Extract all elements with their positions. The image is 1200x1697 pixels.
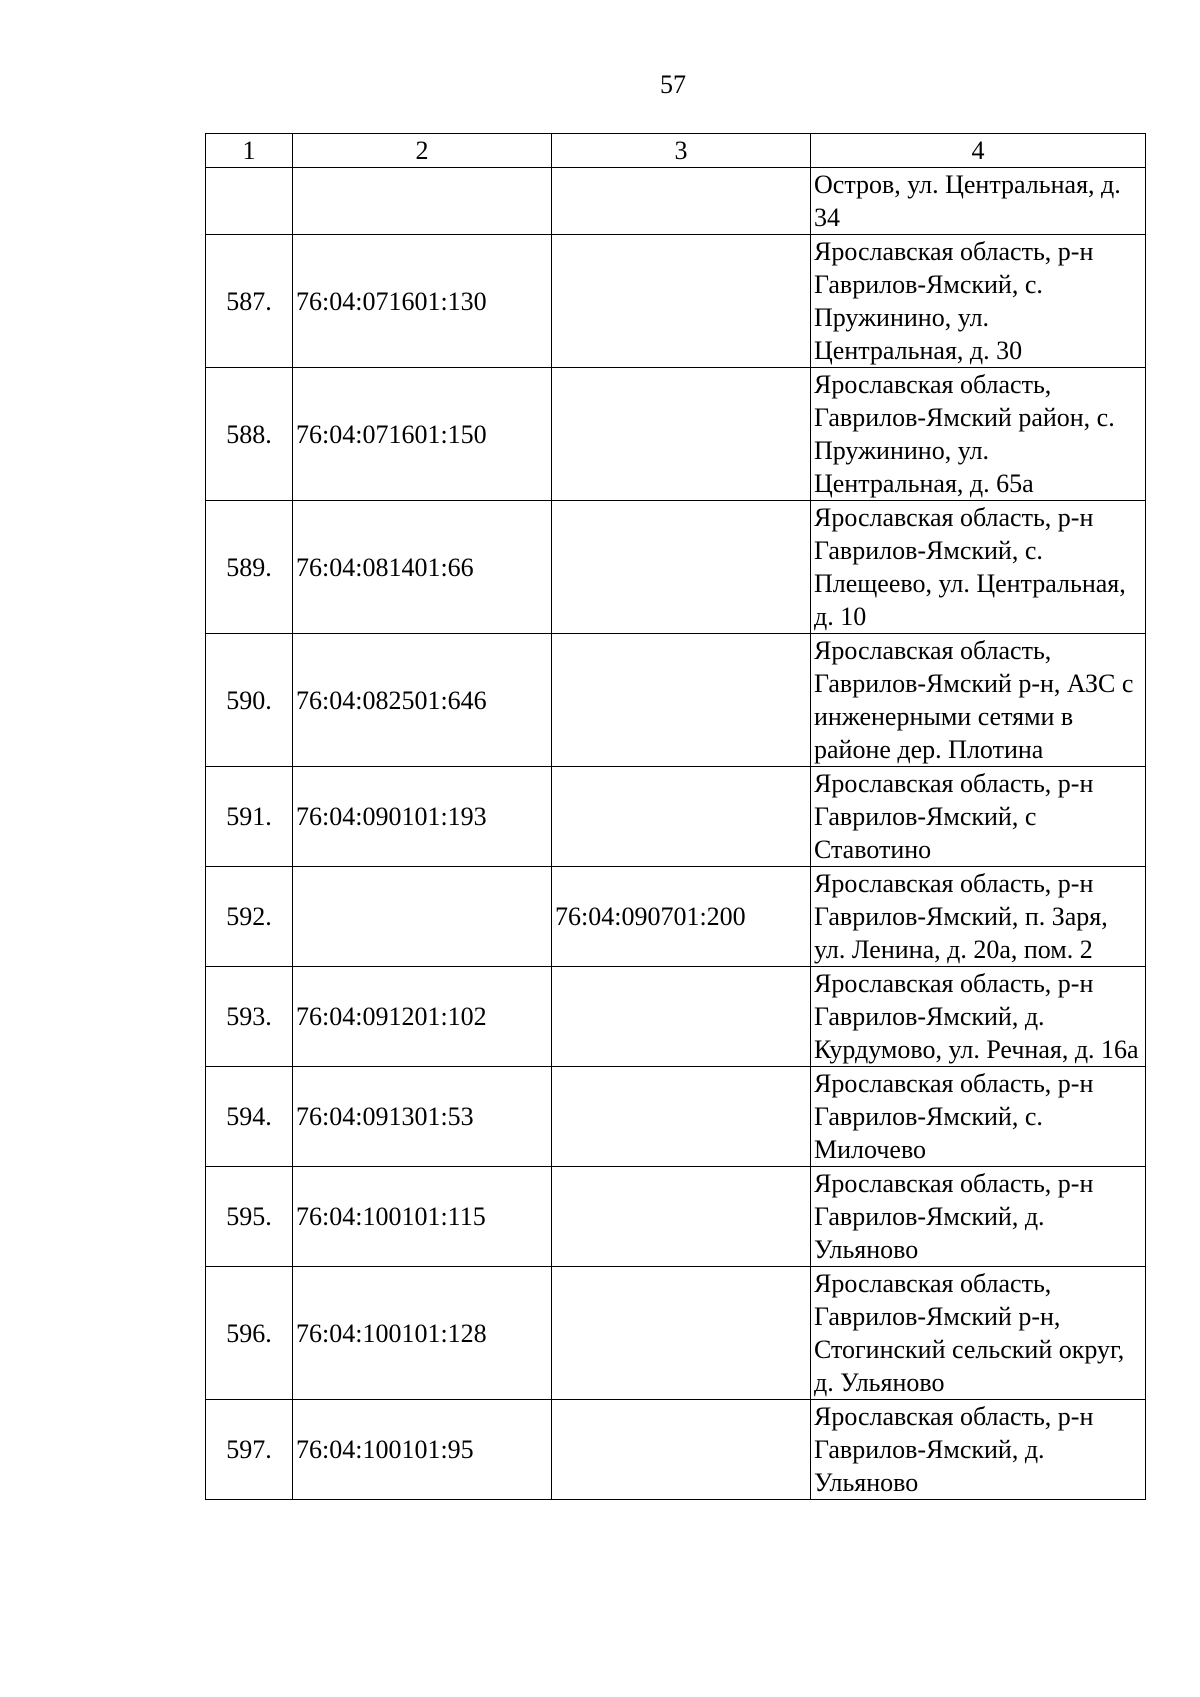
- table-row: [206, 1400, 1146, 1500]
- column-header-1: 1: [206, 134, 293, 168]
- cadastral-number-col3: [552, 967, 811, 1067]
- table-header-row: [206, 134, 1146, 168]
- address: Ярославская область, р-н Гаврилов-Ямский, д. Ульяново: [811, 1400, 1146, 1500]
- table-row: [206, 867, 1146, 967]
- address: Ярославская область, р-н Гаврилов-Ямский, д. Ульяново: [811, 1167, 1146, 1267]
- address: Ярославская область, р-н Гаврилов-Ямский, с. Пружинино, ул. Центральная, д. 30: [811, 235, 1146, 368]
- row-number: 590.: [206, 634, 293, 767]
- row-number: 591.: [206, 767, 293, 867]
- row-number: [206, 168, 293, 235]
- registry-table: [205, 133, 1146, 1500]
- address: Ярославская область, Гаврилов-Ямский р-н, Стогинский сельский округ, д. Ульяново: [811, 1267, 1146, 1400]
- row-number: 589.: [206, 501, 293, 634]
- table-row: [206, 501, 1146, 634]
- cadastral-number-col3: [552, 1167, 811, 1267]
- cadastral-number-col3: [552, 767, 811, 867]
- cadastral-number-col2: 76:04:100101:95: [293, 1400, 552, 1500]
- cadastral-number-col3: [552, 1267, 811, 1400]
- row-number: 587.: [206, 235, 293, 368]
- address: Ярославская область, Гаврилов-Ямский р-н, АЗС с инженерными сетями в районе дер. Плотина: [811, 634, 1146, 767]
- row-number: 592.: [206, 867, 293, 967]
- row-number: 595.: [206, 1167, 293, 1267]
- cadastral-number-col3: 76:04:090701:200: [552, 867, 811, 967]
- table-row: [206, 168, 1146, 235]
- cadastral-number-col3: [552, 1400, 811, 1500]
- column-header-2: 2: [293, 134, 552, 168]
- table-row: [206, 1267, 1146, 1400]
- cadastral-number-col2: 76:04:100101:128: [293, 1267, 552, 1400]
- cadastral-number-col3: [552, 634, 811, 767]
- column-header-3: 3: [552, 134, 811, 168]
- row-number: 597.: [206, 1400, 293, 1500]
- table-row: [206, 767, 1146, 867]
- address: Ярославская область, Гаврилов-Ямский район, с. Пружинино, ул. Центральная, д. 65а: [811, 368, 1146, 501]
- address: Ярославская область, р-н Гаврилов-Ямский, п. Заря, ул. Ленина, д. 20а, пом. 2: [811, 867, 1146, 967]
- table-row: [206, 634, 1146, 767]
- table-row: [206, 967, 1146, 1067]
- cadastral-number-col2: 76:04:100101:115: [293, 1167, 552, 1267]
- address: Ярославская область, р-н Гаврилов-Ямский, д. Курдумово, ул. Речная, д. 16а: [811, 967, 1146, 1067]
- cadastral-number-col3: [552, 501, 811, 634]
- table-row: [206, 368, 1146, 501]
- cadastral-number-col2: 76:04:090101:193: [293, 767, 552, 867]
- table-row: [206, 235, 1146, 368]
- table-body: [206, 168, 1146, 1500]
- row-number: 594.: [206, 1067, 293, 1167]
- address: Остров, ул. Центральная, д. 34: [811, 168, 1146, 235]
- cadastral-number-col2: 76:04:082501:646: [293, 634, 552, 767]
- address: Ярославская область, р-н Гаврилов-Ямский, с. Милочево: [811, 1067, 1146, 1167]
- cadastral-number-col2: 76:04:091301:53: [293, 1067, 552, 1167]
- address: Ярославская область, р-н Гаврилов-Ямский, с Ставотино: [811, 767, 1146, 867]
- cadastral-number-col2: [293, 867, 552, 967]
- column-header-4: 4: [811, 134, 1146, 168]
- cadastral-number-col3: [552, 1067, 811, 1167]
- cadastral-number-col2: 76:04:091201:102: [293, 967, 552, 1067]
- cadastral-number-col3: [552, 168, 811, 235]
- cadastral-number-col2: 76:04:071601:130: [293, 235, 552, 368]
- cadastral-number-col3: [552, 235, 811, 368]
- row-number: 596.: [206, 1267, 293, 1400]
- page-number: 57: [660, 70, 686, 99]
- table-row: [206, 1167, 1146, 1267]
- cadastral-number-col2: 76:04:081401:66: [293, 501, 552, 634]
- row-number: 588.: [206, 368, 293, 501]
- row-number: 593.: [206, 967, 293, 1067]
- cadastral-number-col2: [293, 168, 552, 235]
- cadastral-number-col2: 76:04:071601:150: [293, 368, 552, 501]
- table-row: [206, 1067, 1146, 1167]
- cadastral-number-col3: [552, 368, 811, 501]
- address: Ярославская область, р-н Гаврилов-Ямский, с. Плещеево, ул. Центральная, д. 10: [811, 501, 1146, 634]
